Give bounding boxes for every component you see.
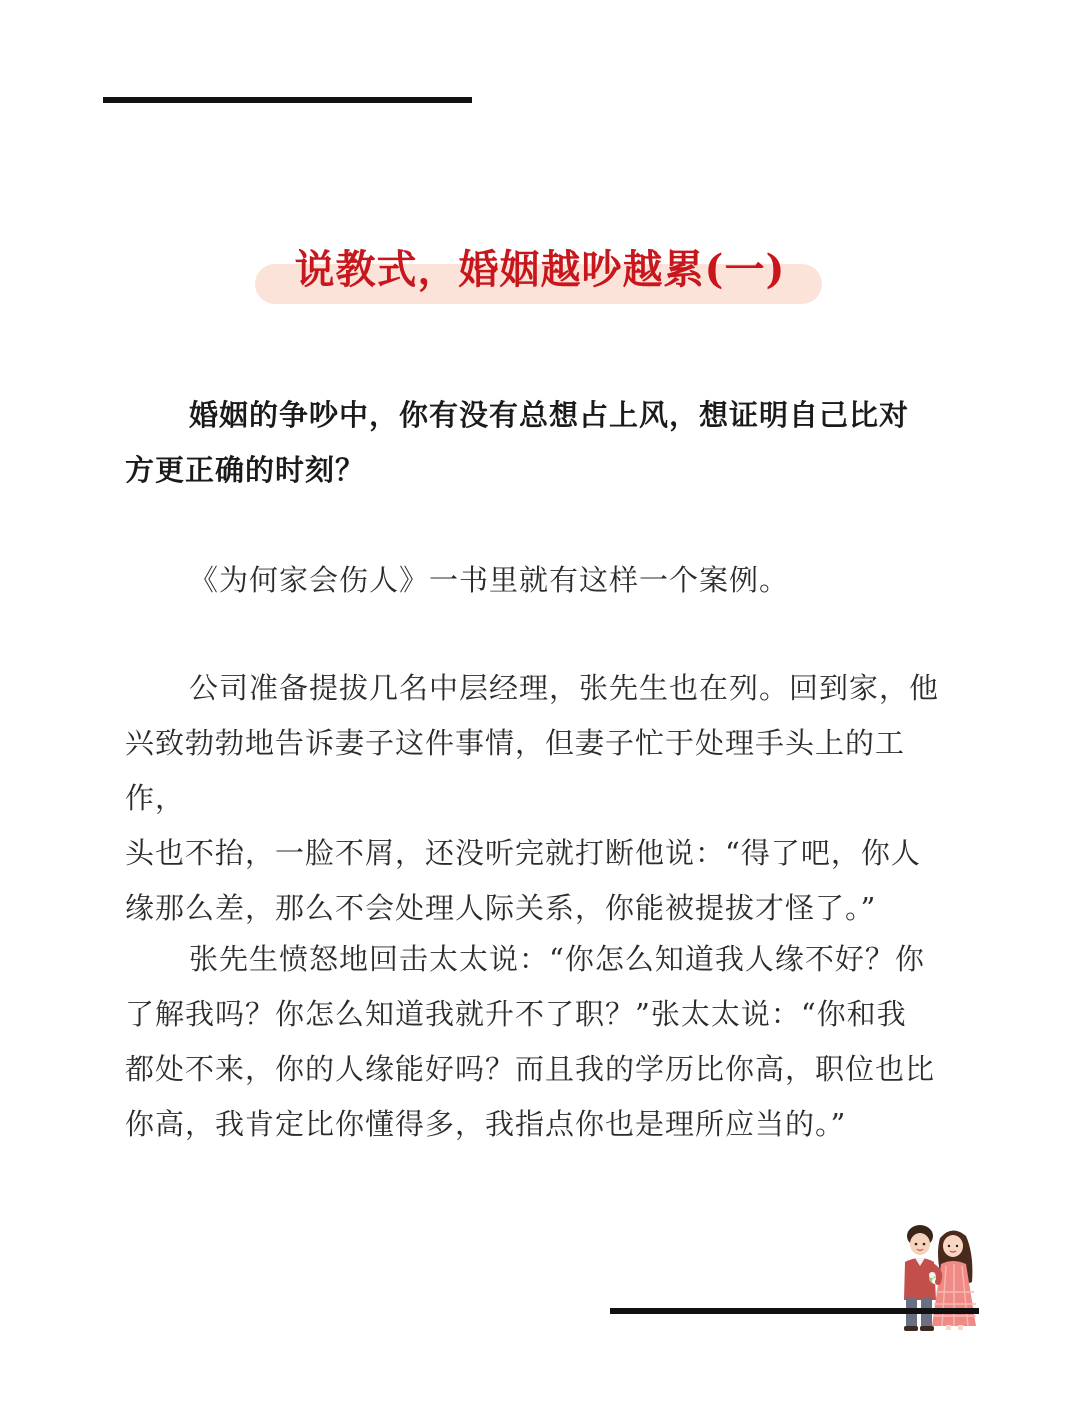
bottom-divider — [610, 1308, 979, 1314]
body-paragraph-book-reference: 《为何家会伤人》一书里就有这样一个案例。 — [189, 563, 790, 597]
title-block — [0, 238, 1080, 318]
body-paragraph-argument: 张先生愤怒地回击太太说：“你怎么知道我人缘不好？你 了解我吗？你怎么知道我就升不了职？”张太太说：“你和我 都处不来，你的人缘能好吗？而且我的学历比你高，职位也比 你高，我肯定比你懂得多，我指点你也是理所应当的。” — [125, 942, 936, 1141]
lead-paragraph: 婚姻的争吵中，你有没有总想占上风，想证明自己比对 方更正确的时刻？ — [125, 398, 910, 487]
top-divider — [103, 97, 472, 103]
body-paragraph-story: 公司准备提拔几名中层经理，张先生也在列。回到家，他 兴致勃勃地告诉妻子这件事情，但妻子忙于处理手头上的工作， 头也不抬，一脸不屑，还没听完就打断他说：“得了吧，你人 缘那么差，那么不会处理人际关系，你能被提拔才怪了。” — [125, 671, 940, 925]
couple-illustration — [888, 1222, 984, 1332]
page-title: 说教式，婚姻越吵越累(一) — [294, 246, 786, 293]
